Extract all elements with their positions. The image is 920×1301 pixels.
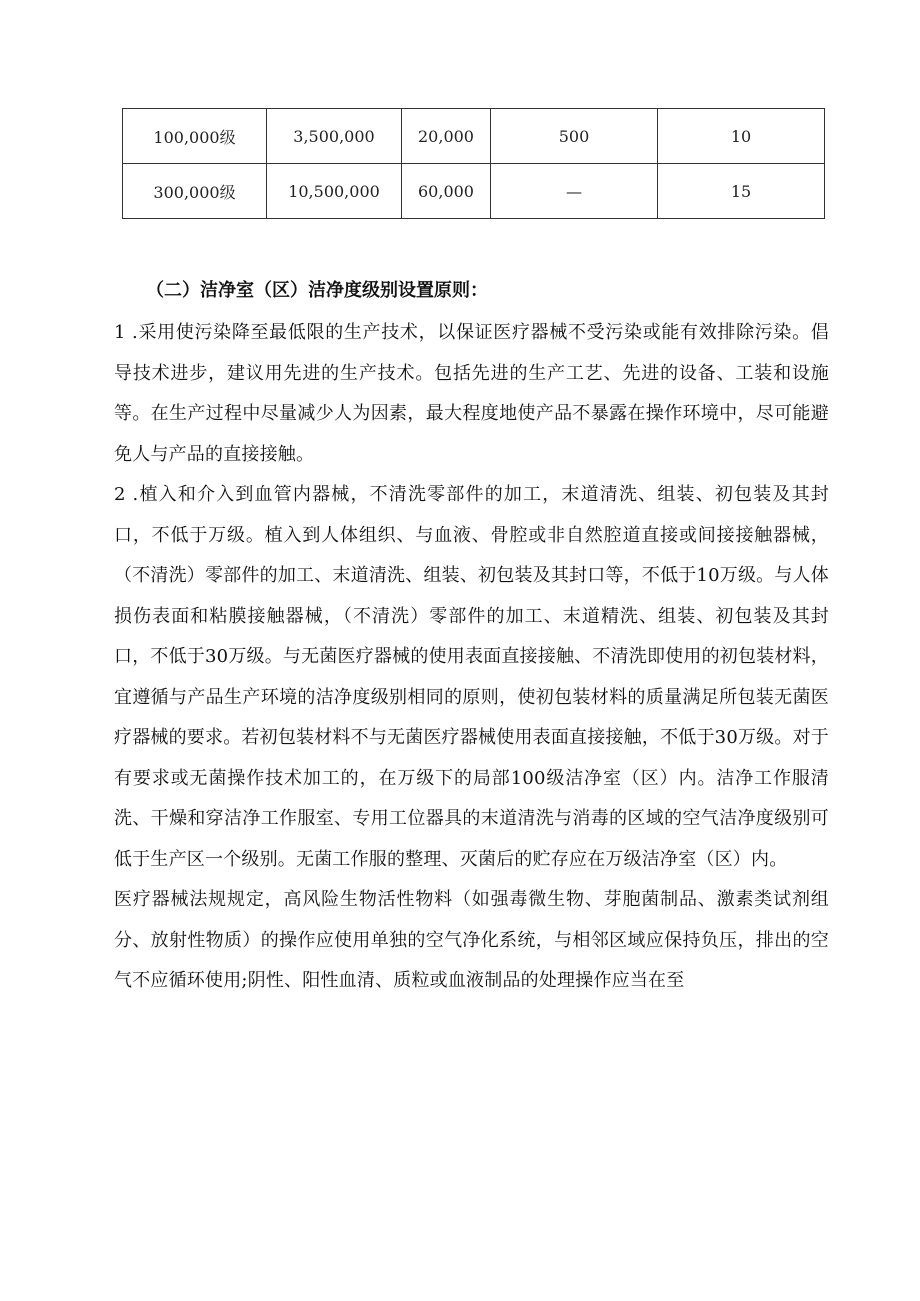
paragraph-2: 2 .植入和介入到血管内器械，不清洗零部件的加工，末道清洗、组装、初包装及其封口，不低于万级。植入到人体组织、与血液、骨腔或非自然腔道直接或间接接触器械，（不清洗）零部件的加工、末道清洗、组装、初包装及其封口等，不低于10万级。与人体损伤表面和粘膜接触器械，（不清洗）零部件的加工、末道精洗、组装、初包装及其封口，不低于30万级。与无菌医疗器械的使用表面直接接触、不清洗即使用的初包装材料，宜遵循与产品生产环境的洁净度级别相同的原则，使初包装材料的质量满足所包装无菌医疗器械的要求。若初包装材料不与无菌医疗器械使用表面直接接触，不低于30万级。对于有要求或无菌操作技术加工的，在万级下的局部100级洁净室（区）内。洁净工作服清洗、干燥和穿洁净工作服室、专用工位器具的末道清洗与消毒的区域的空气洁净度级别可低于生产区一个级别。无菌工作服的整理、灭菌后的贮存应在万级洁净室（区）内。 (114, 484, 829, 870)
table-cell: 15 (658, 164, 825, 219)
table-cell: — (491, 164, 658, 219)
table-cell-grade: 100,000级 (123, 109, 267, 164)
table-cell-grade: 300,000级 (123, 164, 267, 219)
cleanliness-grade-table (122, 108, 825, 219)
paragraph-1: 1 .采用使污染降至最低限的生产技术，以保证医疗器械不受污染或能有效排除污染。倡导技术进步，建议用先进的生产技术。包括先进的生产工艺、先进的设备、工装和设施等。在生产过程中尽量减少人为因素，最大程度地使产品不暴露在操作环境中，尽可能避免人与产品的直接接触。 (114, 322, 829, 465)
paragraph-3: 医疗器械法规规定，高风险生物活性物料（如强毒微生物、芽胞菌制品、激素类试剂组分、放射性物质）的操作应使用单独的空气净化系统，与相邻区域应保持负压，排出的空气不应循环使用;阴性、阳性血清、质粒或血液制品的处理操作应当在至 (114, 889, 829, 991)
table-row (123, 109, 825, 164)
table-cell: 60,000 (402, 164, 491, 219)
table-cell: 3,500,000 (267, 109, 402, 164)
table-cell: 10,500,000 (267, 164, 402, 219)
body-text (114, 313, 829, 1002)
table-cell: 500 (491, 109, 658, 164)
section-heading: （二）洁净室（区）洁净度级别设置原则： (146, 280, 488, 301)
table-cell: 20,000 (402, 109, 491, 164)
table-cell: 10 (658, 109, 825, 164)
table-row (123, 164, 825, 219)
